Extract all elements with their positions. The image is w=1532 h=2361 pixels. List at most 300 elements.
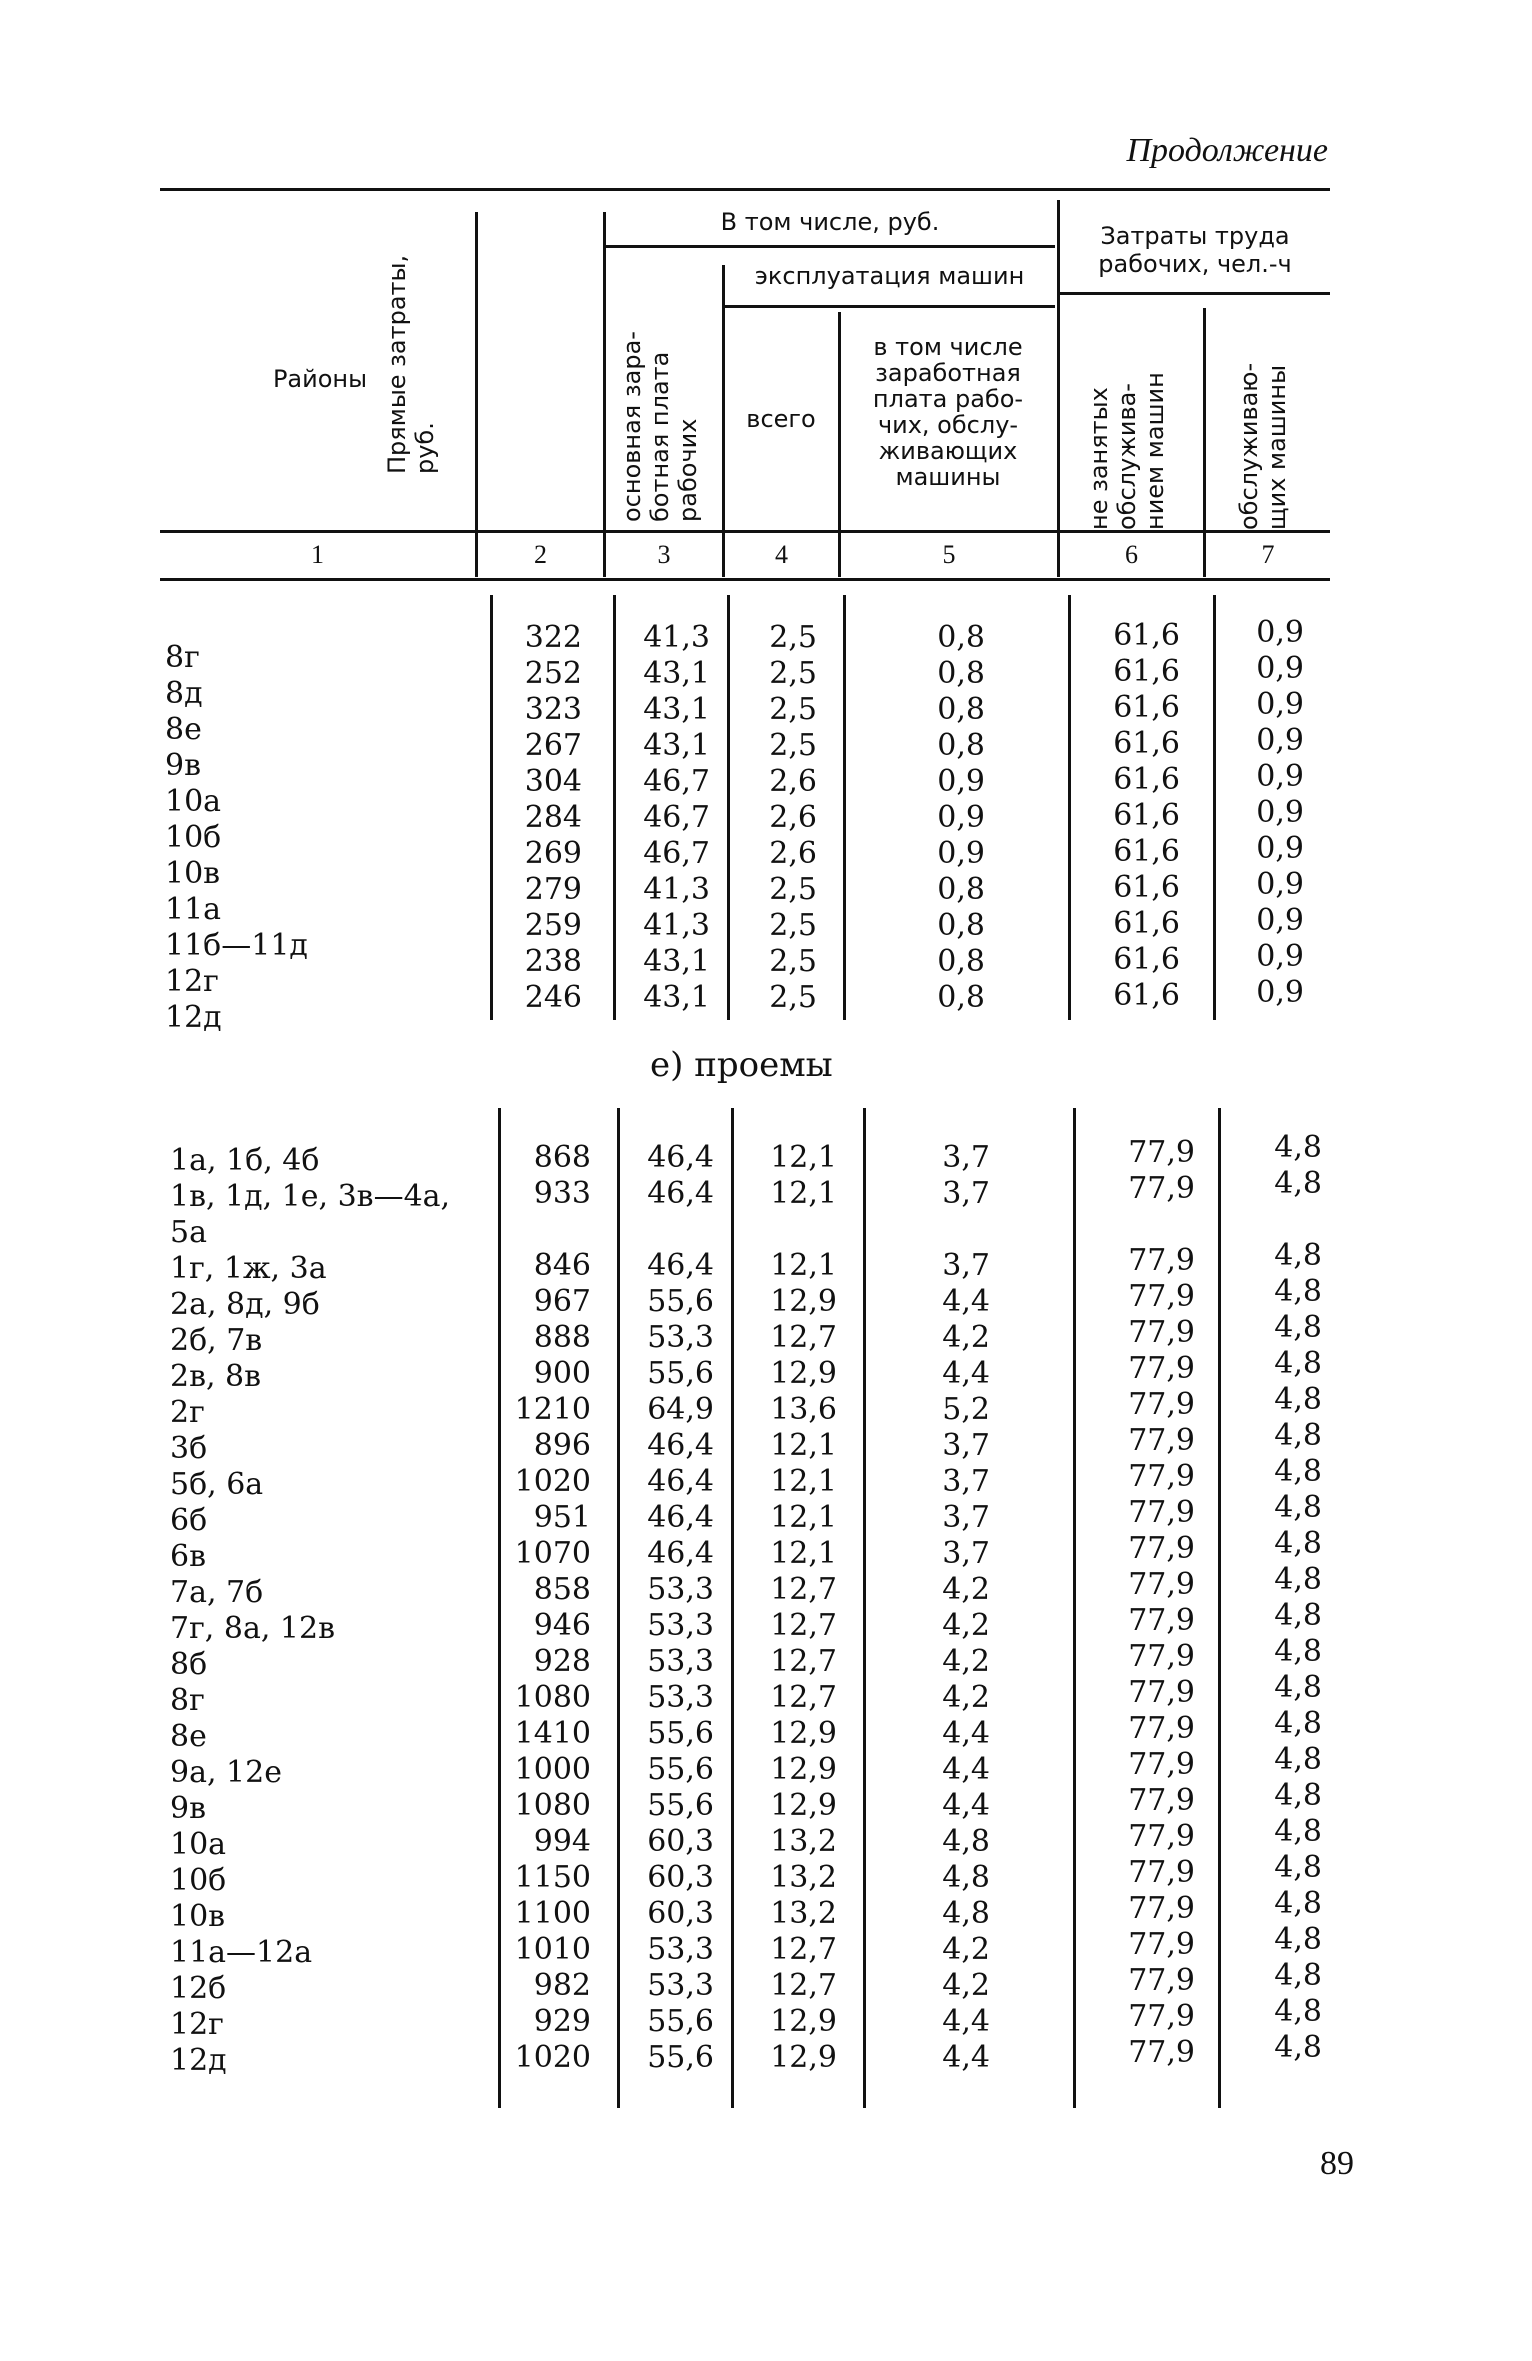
machines-wage-cell: 3,7 (942, 1248, 990, 1283)
base-wage-cell: 41,3 (643, 908, 710, 943)
machines-total-cell: 12,7 (770, 1608, 837, 1643)
vrule-7 (1203, 308, 1206, 577)
machines-wage-cell: 4,2 (942, 1644, 990, 1679)
labor-not-machines-cell: 77,9 (1128, 1279, 1195, 1314)
direct-cost-cell: 900 (533, 1356, 591, 1391)
region-cell: 1г, 1ж, 3а (170, 1251, 327, 1286)
direct-cost-cell: 846 (533, 1248, 591, 1283)
region-cell: 10в (165, 856, 221, 891)
labor-machines-cell: 0,9 (1256, 903, 1304, 938)
labor-not-machines-cell: 61,6 (1113, 654, 1180, 689)
base-wage-cell: 64,9 (647, 1392, 714, 1427)
machines-wage-cell: 4,2 (942, 1680, 990, 1715)
direct-cost-cell: 1210 (514, 1392, 591, 1427)
labor-machines-cell: 4,8 (1274, 1886, 1322, 1921)
s1-direct-costs-column (500, 620, 582, 1016)
region-cell: 2в, 8в (170, 1359, 262, 1394)
labor-machines-cell: 4,8 (1274, 1922, 1322, 1957)
header-machines-wage: в том числе заработная плата рабо- чих, обслу- живающих машины (872, 333, 1024, 491)
labor-machines-cell: 0,9 (1256, 939, 1304, 974)
labor-machines-cell: 4,8 (1274, 1166, 1322, 1201)
labor-machines-cell: 4,8 (1274, 1130, 1322, 1165)
colnum-7: 7 (1261, 540, 1275, 569)
labor-not-machines-cell: 61,6 (1113, 618, 1180, 653)
colnum-6: 6 (1125, 540, 1138, 569)
s2-vrule-5 (863, 1108, 866, 2108)
machines-total-cell: 2,5 (769, 620, 817, 655)
base-wage-cell: 43,1 (643, 728, 710, 763)
s1-vrule-7 (1213, 595, 1216, 1020)
direct-cost-cell: 279 (524, 872, 582, 907)
machines-total-cell: 2,6 (769, 836, 817, 871)
machines-total-cell: 12,9 (770, 1284, 837, 1319)
labor-machines-cell: 4,8 (1274, 1310, 1322, 1345)
labor-not-machines-cell: 77,9 (1128, 1711, 1195, 1746)
base-wage-cell (622, 1212, 714, 1248)
labor-not-machines-cell: 77,9 (1128, 1639, 1195, 1674)
machines-total-cell: 12,1 (770, 1176, 837, 1211)
machines-total-cell: 13,2 (770, 1896, 837, 1931)
labor-not-machines-cell: 77,9 (1128, 1675, 1195, 1710)
s2-vrule-6 (1073, 1108, 1076, 2108)
header-group-cost: В том числе, руб. (720, 208, 940, 236)
machines-total-cell: 2,6 (769, 800, 817, 835)
machines-wage-cell: 4,2 (942, 1932, 990, 1967)
machines-total-cell: 12,7 (770, 1932, 837, 1967)
labor-machines-cell: 4,8 (1274, 1634, 1322, 1669)
region-cell: 8г (170, 1683, 205, 1718)
machines-wage-cell: 0,8 (937, 692, 985, 727)
labor-not-machines-cell: 77,9 (1128, 1495, 1195, 1530)
machines-total-cell: 12,1 (770, 1464, 837, 1499)
machines-wage-cell: 3,7 (942, 1500, 990, 1535)
machines-wage-cell: 3,7 (942, 1176, 990, 1211)
base-wage-cell: 46,7 (643, 764, 710, 799)
machines-wage-cell: 3,7 (942, 1464, 990, 1499)
machines-wage-cell: 3,7 (942, 1536, 990, 1571)
base-wage-cell: 60,3 (647, 1860, 714, 1895)
base-wage-cell: 55,6 (647, 1752, 714, 1787)
region-cell: 10в (170, 1899, 226, 1934)
s2-labor-not-machines-column (1085, 1135, 1195, 2071)
machines-total-cell: 12,9 (770, 1788, 837, 1823)
labor-machines-cell: 4,8 (1274, 1814, 1322, 1849)
labor-not-machines-cell: 77,9 (1128, 1747, 1195, 1782)
base-wage-cell: 43,1 (643, 656, 710, 691)
labor-machines-cell: 4,8 (1274, 1346, 1322, 1381)
direct-cost-cell: 933 (533, 1176, 591, 1211)
machines-total-cell: 13,6 (770, 1392, 837, 1427)
s1-machines-total-column (735, 620, 817, 1016)
machines-total-cell: 12,9 (770, 1752, 837, 1787)
vrule-4 (722, 265, 725, 577)
base-wage-cell: 43,1 (643, 692, 710, 727)
region-cell: 12д (165, 1000, 222, 1035)
s1-vrule-4 (727, 595, 730, 1020)
header-regions: Районы (272, 365, 368, 393)
base-wage-cell: 53,3 (647, 1968, 714, 2003)
machines-total-cell: 2,5 (769, 908, 817, 943)
base-wage-cell: 53,3 (647, 1680, 714, 1715)
labor-machines-cell: 0,9 (1256, 651, 1304, 686)
base-wage-cell: 53,3 (647, 1572, 714, 1607)
labor-not-machines-cell: 61,6 (1113, 978, 1180, 1013)
region-cell: 9в (165, 748, 201, 783)
base-wage-cell: 46,4 (647, 1248, 714, 1283)
base-wage-cell: 46,4 (647, 1464, 714, 1499)
labor-not-machines-cell: 77,9 (1128, 1999, 1195, 2034)
labor-machines-cell: 0,9 (1256, 723, 1304, 758)
labor-not-machines-cell: 77,9 (1128, 1603, 1195, 1638)
labor-machines-cell: 4,8 (1274, 1850, 1322, 1885)
region-cell: 3б (170, 1431, 208, 1466)
machines-wage-cell: 5,2 (942, 1392, 990, 1427)
page-number: 89 (1320, 2145, 1354, 2182)
base-wage-cell: 46,7 (643, 800, 710, 835)
base-wage-cell: 53,3 (647, 1932, 714, 1967)
s2-vrule-3 (617, 1108, 620, 2108)
direct-cost-cell: 946 (533, 1608, 591, 1643)
direct-cost-cell: 1070 (514, 1536, 591, 1571)
machines-wage-cell: 4,4 (942, 2004, 990, 2039)
machines-total-cell: 12,7 (770, 1320, 837, 1355)
labor-machines-cell: 4,8 (1274, 1526, 1322, 1561)
base-wage-cell: 55,6 (647, 1788, 714, 1823)
direct-cost-cell: 967 (533, 1284, 591, 1319)
labor-not-machines-cell: 77,9 (1128, 1423, 1195, 1458)
labor-machines-cell: 0,9 (1256, 975, 1304, 1010)
machines-wage-cell: 4,8 (942, 1860, 990, 1895)
labor-machines-cell: 4,8 (1274, 1670, 1322, 1705)
labor-not-machines-cell: 77,9 (1128, 1387, 1195, 1422)
labor-not-machines-cell: 61,6 (1113, 906, 1180, 941)
machines-total-cell: 2,5 (769, 944, 817, 979)
direct-cost-cell: 1080 (514, 1680, 591, 1715)
machines-total-cell: 2,5 (769, 656, 817, 691)
machines-total-cell: 2,6 (769, 764, 817, 799)
direct-cost-cell: 951 (533, 1500, 591, 1535)
region-cell: 5б, 6а (170, 1467, 264, 1502)
machines-wage-cell: 4,8 (942, 1896, 990, 1931)
labor-not-machines-cell: 77,9 (1128, 1459, 1195, 1494)
region-cell: 1а, 1б, 4б (170, 1143, 320, 1178)
direct-cost-cell: 858 (533, 1572, 591, 1607)
direct-cost-cell (505, 1212, 591, 1248)
labor-machines-cell: 0,9 (1256, 687, 1304, 722)
s1-base-wage-column (618, 620, 710, 1016)
vrule-5 (838, 312, 841, 577)
machines-wage-cell: 0,8 (937, 908, 985, 943)
direct-cost-cell: 1020 (514, 2040, 591, 2075)
s2-vrule-4 (731, 1108, 734, 2108)
base-wage-cell: 41,3 (643, 872, 710, 907)
machines-total-cell: 12,7 (770, 1572, 837, 1607)
header-machines-total: всего (746, 405, 816, 433)
base-wage-cell: 55,6 (647, 2004, 714, 2039)
base-wage-cell: 46,4 (647, 1140, 714, 1175)
base-wage-cell: 46,4 (647, 1428, 714, 1463)
s2-direct-costs-column (505, 1140, 591, 2076)
base-wage-cell: 46,4 (647, 1176, 714, 1211)
machines-wage-cell: 4,2 (942, 1320, 990, 1355)
machines-wage-cell: 4,2 (942, 1572, 990, 1607)
machines-total-cell (745, 1212, 837, 1248)
direct-cost-cell: 929 (533, 2004, 591, 2039)
labor-not-machines-cell: 77,9 (1128, 1243, 1195, 1278)
s2-vrule-7 (1218, 1108, 1221, 2108)
header-direct-costs: Прямые затраты, руб. (383, 254, 439, 474)
colnum-1: 1 (311, 540, 324, 569)
s2-vrule-2 (498, 1108, 501, 2108)
labor-not-machines-cell: 77,9 (1128, 2035, 1195, 2070)
direct-cost-cell: 1020 (514, 1464, 591, 1499)
base-wage-cell: 53,3 (647, 1608, 714, 1643)
labor-not-machines-cell (1085, 1207, 1195, 1243)
machines-total-cell: 12,1 (770, 1140, 837, 1175)
labor-not-machines-cell: 61,6 (1113, 870, 1180, 905)
s2-machines-wage-column (880, 1140, 990, 2076)
machines-total-cell: 12,9 (770, 2004, 837, 2039)
machines-wage-cell: 4,4 (942, 1716, 990, 1751)
colnum-3: 3 (657, 540, 671, 569)
direct-cost-cell: 928 (533, 1644, 591, 1679)
direct-cost-cell: 1010 (514, 1932, 591, 1967)
region-cell: 8е (165, 712, 202, 747)
machines-total-cell: 12,7 (770, 1680, 837, 1715)
colnum-4: 4 (775, 540, 788, 569)
base-wage-cell: 41,3 (643, 620, 710, 655)
continuation-label: Продолжение (1126, 132, 1328, 169)
machines-wage-cell: 0,9 (937, 764, 985, 799)
base-wage-cell: 55,6 (647, 1284, 714, 1319)
s1-labor-machines-column (1222, 615, 1304, 1011)
s2-regions-column (170, 1143, 450, 2079)
machines-wage-cell: 0,9 (937, 800, 985, 835)
machines-wage-cell: 4,4 (942, 1788, 990, 1823)
base-wage-cell: 53,3 (647, 1644, 714, 1679)
labor-not-machines-cell: 77,9 (1128, 1315, 1195, 1350)
labor-not-machines-cell: 77,9 (1128, 1567, 1195, 1602)
machines-wage-cell: 4,2 (942, 1608, 990, 1643)
region-cell: 11а (165, 892, 222, 927)
machines-wage-cell (880, 1212, 990, 1248)
region-cell: 11б—11д (165, 928, 308, 963)
region-cell: 10б (165, 820, 222, 855)
labor-not-machines-cell: 61,6 (1113, 942, 1180, 977)
colnum-bottom-rule (160, 578, 1330, 581)
direct-cost-cell: 284 (524, 800, 582, 835)
region-cell: 12г (165, 964, 219, 999)
direct-cost-cell: 1080 (514, 1788, 591, 1823)
header-top-rule (160, 188, 1330, 191)
region-cell: 5а (170, 1215, 207, 1250)
labor-not-machines-cell: 61,6 (1113, 762, 1180, 797)
region-cell: 10а (170, 1827, 227, 1862)
region-cell: 9в (170, 1791, 206, 1826)
labor-machines-cell: 0,9 (1256, 867, 1304, 902)
group-cost-rule (603, 245, 1055, 248)
labor-not-machines-cell: 77,9 (1128, 1855, 1195, 1890)
region-cell: 8е (170, 1719, 207, 1754)
direct-cost-cell: 267 (524, 728, 582, 763)
machines-total-cell: 12,9 (770, 2040, 837, 2075)
machines-wage-cell: 4,4 (942, 1284, 990, 1319)
labor-not-machines-cell: 77,9 (1128, 1819, 1195, 1854)
labor-not-machines-cell: 77,9 (1128, 1927, 1195, 1962)
s2-base-wage-column (622, 1140, 714, 2076)
region-cell: 11а—12а (170, 1935, 313, 1970)
machines-wage-cell: 4,2 (942, 1968, 990, 2003)
machines-wage-cell: 0,9 (937, 836, 985, 871)
machines-total-cell: 12,1 (770, 1428, 837, 1463)
direct-cost-cell: 1150 (514, 1860, 591, 1895)
labor-machines-cell: 4,8 (1274, 1778, 1322, 1813)
base-wage-cell: 46,4 (647, 1536, 714, 1571)
base-wage-cell: 55,6 (647, 1716, 714, 1751)
group-machines-rule (722, 305, 1055, 308)
labor-not-machines-cell: 61,6 (1113, 690, 1180, 725)
labor-not-machines-cell: 77,9 (1128, 1783, 1195, 1818)
machines-total-cell: 12,9 (770, 1356, 837, 1391)
base-wage-cell: 53,3 (647, 1320, 714, 1355)
direct-cost-cell: 896 (533, 1428, 591, 1463)
direct-cost-cell: 1100 (514, 1896, 591, 1931)
header-bottom-rule (160, 530, 1330, 533)
region-cell: 6в (170, 1539, 206, 1574)
s1-regions-column (165, 640, 308, 1036)
region-cell: 6б (170, 1503, 208, 1538)
labor-machines-cell: 4,8 (1274, 1238, 1322, 1273)
header-group-labor: Затраты труда рабочих, чел.-ч (1098, 222, 1292, 278)
direct-cost-cell: 323 (524, 692, 582, 727)
labor-machines-cell: 4,8 (1274, 1454, 1322, 1489)
direct-cost-cell: 994 (533, 1824, 591, 1859)
region-cell: 7а, 7б (170, 1575, 264, 1610)
labor-machines-cell: 0,9 (1256, 759, 1304, 794)
labor-machines-cell: 4,8 (1274, 1598, 1322, 1633)
labor-not-machines-cell: 61,6 (1113, 834, 1180, 869)
region-cell: 12г (170, 2007, 224, 2042)
machines-total-cell: 2,5 (769, 980, 817, 1015)
vrule-6 (1057, 200, 1060, 577)
region-cell: 12б (170, 1971, 227, 2006)
machines-total-cell: 2,5 (769, 872, 817, 907)
labor-machines-cell: 4,8 (1274, 1562, 1322, 1597)
machines-total-cell: 13,2 (770, 1860, 837, 1895)
header-labor-not-machines: не занятых обслужива- нием машин (1085, 372, 1169, 530)
region-cell: 10а (165, 784, 222, 819)
s1-labor-not-machines-column (1075, 618, 1180, 1014)
labor-machines-cell: 4,8 (1274, 1742, 1322, 1777)
labor-machines-cell: 4,8 (1274, 2030, 1322, 2065)
region-cell: 9а, 12е (170, 1755, 282, 1790)
labor-machines-cell: 4,8 (1274, 1958, 1322, 1993)
vrule-2 (475, 212, 478, 577)
direct-cost-cell: 982 (533, 1968, 591, 2003)
base-wage-cell: 46,7 (643, 836, 710, 871)
labor-machines-cell: 4,8 (1274, 1382, 1322, 1417)
machines-wage-cell: 0,8 (937, 620, 985, 655)
machines-total-cell: 2,5 (769, 692, 817, 727)
machines-total-cell: 12,9 (770, 1716, 837, 1751)
machines-wage-cell: 3,7 (942, 1428, 990, 1463)
base-wage-cell: 43,1 (643, 944, 710, 979)
labor-not-machines-cell: 77,9 (1128, 1963, 1195, 1998)
region-cell: 2г (170, 1395, 205, 1430)
region-cell: 2а, 8д, 9б (170, 1287, 320, 1322)
direct-cost-cell: 269 (524, 836, 582, 871)
direct-cost-cell: 259 (524, 908, 582, 943)
labor-not-machines-cell: 77,9 (1128, 1171, 1195, 1206)
s2-labor-machines-column (1230, 1130, 1322, 2066)
machines-wage-cell: 0,8 (937, 656, 985, 691)
machines-wage-cell: 0,8 (937, 872, 985, 907)
machines-wage-cell: 0,8 (937, 944, 985, 979)
direct-cost-cell: 1410 (514, 1716, 591, 1751)
labor-machines-cell: 4,8 (1274, 1490, 1322, 1525)
labor-not-machines-cell: 77,9 (1128, 1891, 1195, 1926)
labor-not-machines-cell: 61,6 (1113, 726, 1180, 761)
machines-total-cell: 12,1 (770, 1536, 837, 1571)
machines-total-cell: 12,1 (770, 1500, 837, 1535)
base-wage-cell: 46,4 (647, 1500, 714, 1535)
machines-wage-cell: 4,4 (942, 1356, 990, 1391)
labor-not-machines-cell: 77,9 (1128, 1351, 1195, 1386)
machines-total-cell: 2,5 (769, 728, 817, 763)
region-cell: 2б, 7в (170, 1323, 263, 1358)
labor-machines-cell: 4,8 (1274, 1418, 1322, 1453)
s1-machines-wage-column (860, 620, 985, 1016)
header-group-machines: эксплуатация машин (754, 262, 1025, 290)
labor-machines-cell (1230, 1202, 1322, 1238)
colnum-5: 5 (942, 540, 956, 569)
machines-total-cell: 12,7 (770, 1644, 837, 1679)
direct-cost-cell: 322 (524, 620, 582, 655)
base-wage-cell: 60,3 (647, 1824, 714, 1859)
base-wage-cell: 43,1 (643, 980, 710, 1015)
direct-cost-cell: 1000 (514, 1752, 591, 1787)
region-cell: 10б (170, 1863, 227, 1898)
s2-machines-total-column (745, 1140, 837, 2076)
labor-not-machines-cell: 77,9 (1128, 1135, 1195, 1170)
group-labor-rule (1060, 292, 1330, 295)
machines-wage-cell: 0,8 (937, 728, 985, 763)
direct-cost-cell: 868 (533, 1140, 591, 1175)
section-title: е) проемы (650, 1045, 833, 1085)
machines-wage-cell: 0,8 (937, 980, 985, 1015)
direct-cost-cell: 888 (533, 1320, 591, 1355)
labor-machines-cell: 0,9 (1256, 831, 1304, 866)
labor-machines-cell: 4,8 (1274, 1706, 1322, 1741)
region-cell: 7г, 8а, 12в (170, 1611, 335, 1646)
region-cell: 8г (165, 640, 200, 675)
region-cell: 1в, 1д, 1е, 3в—4а, (170, 1179, 451, 1214)
machines-wage-cell: 3,7 (942, 1140, 990, 1175)
labor-machines-cell: 4,8 (1274, 1274, 1322, 1309)
direct-cost-cell: 304 (524, 764, 582, 799)
labor-machines-cell: 0,9 (1256, 615, 1304, 650)
header-labor-machines: обслуживаю- щих машины (1235, 362, 1291, 530)
colnum-2: 2 (534, 540, 547, 569)
region-cell: 12д (170, 2043, 227, 2078)
vrule-3 (603, 212, 606, 577)
labor-not-machines-cell: 77,9 (1128, 1531, 1195, 1566)
s1-vrule-6 (1068, 595, 1071, 1020)
machines-wage-cell: 4,4 (942, 2040, 990, 2075)
machines-wage-cell: 4,4 (942, 1752, 990, 1787)
base-wage-cell: 60,3 (647, 1896, 714, 1931)
labor-not-machines-cell: 61,6 (1113, 798, 1180, 833)
